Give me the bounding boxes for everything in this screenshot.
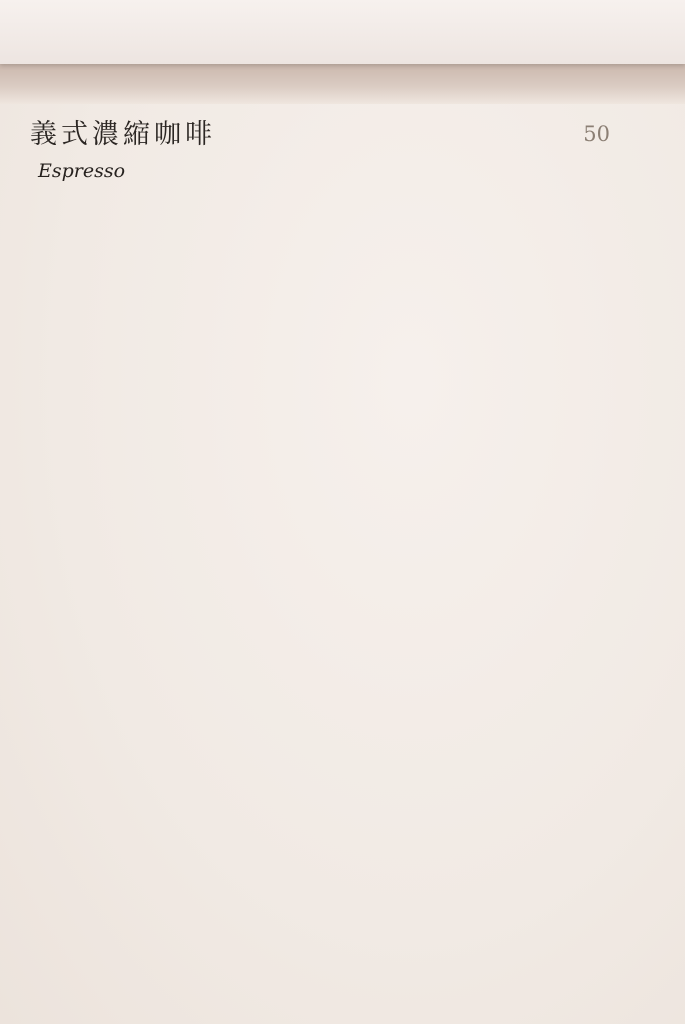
previous-page-fold — [0, 0, 685, 64]
menu-page — [0, 104, 685, 1024]
item-espresso-price: 50 — [583, 122, 610, 146]
item-espresso-zh: 義式濃縮咖啡 — [30, 119, 216, 150]
page-shadow — [0, 64, 685, 104]
item-espresso-en: Espresso — [38, 160, 126, 182]
